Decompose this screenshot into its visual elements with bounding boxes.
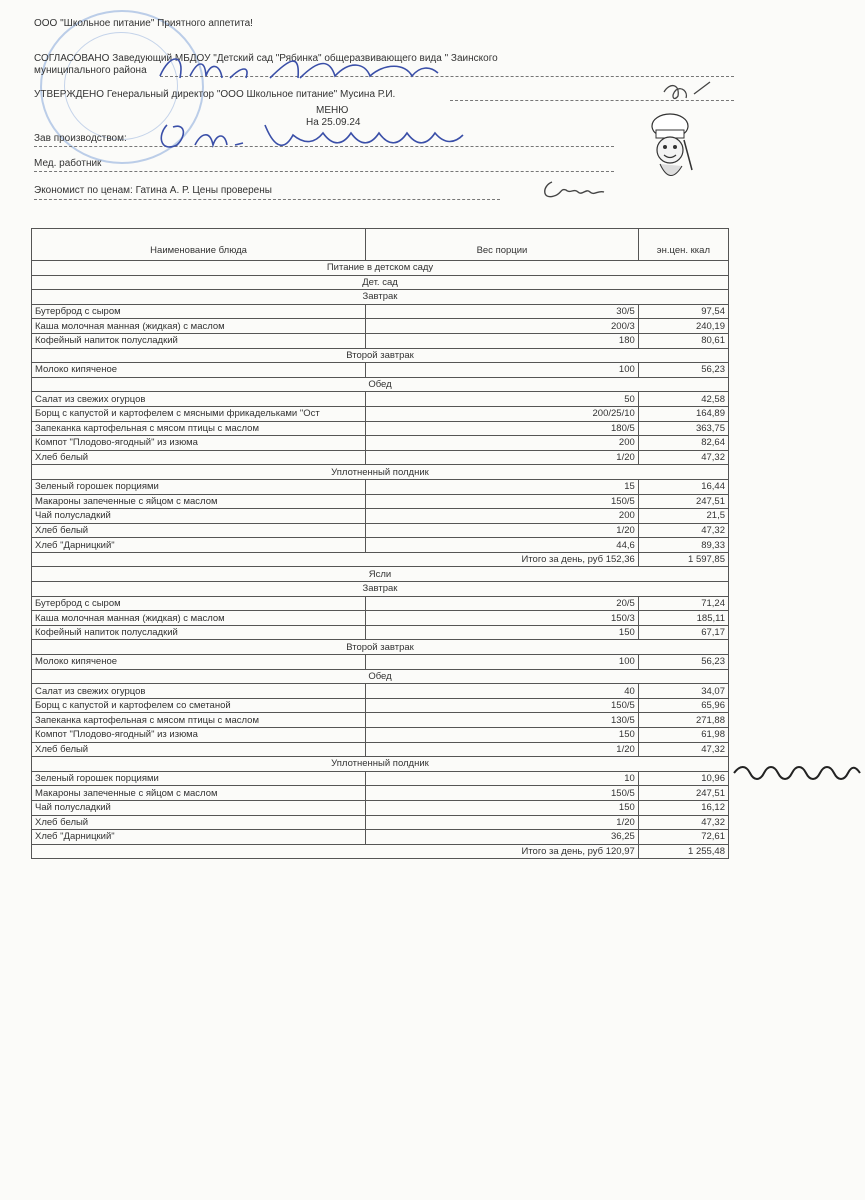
table-row xyxy=(32,479,729,494)
portion-weight: 150 xyxy=(366,625,639,640)
portion-weight: 200 xyxy=(366,436,639,451)
portion-weight: 40 xyxy=(366,684,639,699)
dish-name: Бутерброд с сыром xyxy=(32,304,366,319)
portion-weight: 1/20 xyxy=(366,450,639,465)
section-row xyxy=(32,640,729,655)
kcal-value: 89,33 xyxy=(638,538,728,553)
kcal-value: 185,11 xyxy=(638,611,728,626)
dish-name: Хлеб белый xyxy=(32,523,366,538)
section-row xyxy=(32,567,729,582)
kcal-value: 16,12 xyxy=(638,800,728,815)
table-row xyxy=(32,684,729,699)
kcal-value: 61,98 xyxy=(638,728,728,743)
kcal-value: 47,32 xyxy=(638,742,728,757)
portion-weight: 100 xyxy=(366,363,639,378)
kcal-value: 80,61 xyxy=(638,333,728,348)
kcal-value: 47,32 xyxy=(638,450,728,465)
portion-weight: 1/20 xyxy=(366,742,639,757)
table-row xyxy=(32,698,729,713)
dish-name: Хлеб "Дарницкий" xyxy=(32,538,366,553)
portion-weight: 36,25 xyxy=(366,830,639,845)
table-row xyxy=(32,713,729,728)
table-row xyxy=(32,494,729,509)
company-line: ООО "Школьное питание" Приятного аппетита! xyxy=(34,18,253,29)
dish-name: Салат из свежих огурцов xyxy=(32,392,366,407)
portion-weight: 130/5 xyxy=(366,713,639,728)
table-row xyxy=(32,421,729,436)
portion-weight: 150/3 xyxy=(366,611,639,626)
dish-name: Молоко кипяченое xyxy=(32,363,366,378)
dish-name: Хлеб белый xyxy=(32,742,366,757)
portion-weight: 200/3 xyxy=(366,319,639,334)
portion-weight: 150/5 xyxy=(366,698,639,713)
portion-weight: 180/5 xyxy=(366,421,639,436)
total-row xyxy=(32,552,729,567)
kcal-value: 16,44 xyxy=(638,479,728,494)
dish-name: Салат из свежих огурцов xyxy=(32,684,366,699)
portion-weight: 10 xyxy=(366,771,639,786)
dish-name: Борщ с капустой и картофелем со сметаной xyxy=(32,698,366,713)
dish-name: Зеленый горошек порциями xyxy=(32,479,366,494)
table-row xyxy=(32,450,729,465)
total-row xyxy=(32,844,729,859)
table-row xyxy=(32,304,729,319)
table-row xyxy=(32,815,729,830)
dish-name: Компот "Плодово-ягодный" из изюма xyxy=(32,436,366,451)
section-row xyxy=(32,377,729,392)
kcal-value: 247,51 xyxy=(638,494,728,509)
dish-name: Хлеб "Дарницкий" xyxy=(32,830,366,845)
daily-total-label: Итого за день, руб 120,97 xyxy=(32,844,639,859)
daily-total-kcal: 1 597,85 xyxy=(638,552,728,567)
dish-name: Чай полусладкий xyxy=(32,800,366,815)
column-header-dish: Наименование блюда xyxy=(32,229,366,261)
dish-name: Каша молочная манная (жидкая) с маслом xyxy=(32,319,366,334)
kcal-value: 21,5 xyxy=(638,509,728,524)
dish-name: Хлеб белый xyxy=(32,450,366,465)
section-row xyxy=(32,757,729,772)
portion-weight: 1/20 xyxy=(366,523,639,538)
section-row xyxy=(32,290,729,305)
dish-name: Кофейный напиток полусладкий xyxy=(32,625,366,640)
column-header-kcal: эн.цен. ккал xyxy=(638,229,728,261)
dish-name: Зеленый горошек порциями xyxy=(32,771,366,786)
section-label: Ясли xyxy=(32,567,729,582)
portion-weight: 1/20 xyxy=(366,815,639,830)
section-label: Второй завтрак xyxy=(32,640,729,655)
dish-name: Макароны запеченные с яйцом с маслом xyxy=(32,494,366,509)
section-label: Обед xyxy=(32,669,729,684)
kcal-value: 72,61 xyxy=(638,830,728,845)
portion-weight: 200/25/10 xyxy=(366,406,639,421)
director-signature xyxy=(660,78,720,106)
table-row xyxy=(32,611,729,626)
table-row xyxy=(32,319,729,334)
menu-date: На 25.09.24 xyxy=(306,117,361,128)
table-row xyxy=(32,406,729,421)
section-row xyxy=(32,582,729,597)
portion-weight: 50 xyxy=(366,392,639,407)
daily-total-label: Итого за день, руб 152,36 xyxy=(32,552,639,567)
table-row xyxy=(32,333,729,348)
section-label: Обед xyxy=(32,377,729,392)
portion-weight: 20/5 xyxy=(366,596,639,611)
kcal-value: 240,19 xyxy=(638,319,728,334)
section-row xyxy=(32,465,729,480)
table-row xyxy=(32,742,729,757)
table-row xyxy=(32,538,729,553)
kcal-value: 82,64 xyxy=(638,436,728,451)
portion-weight: 150 xyxy=(366,800,639,815)
section-label: Уплотненный полдник xyxy=(32,465,729,480)
medic-label: Мед. работник xyxy=(34,158,102,169)
section-label: Завтрак xyxy=(32,582,729,597)
dish-name: Каша молочная манная (жидкая) с маслом xyxy=(32,611,366,626)
portion-weight: 200 xyxy=(366,509,639,524)
table-row xyxy=(32,625,729,640)
kcal-value: 71,24 xyxy=(638,596,728,611)
menu-table-body xyxy=(32,261,729,859)
menu-title: МЕНЮ xyxy=(316,105,349,116)
column-header-weight: Вес порции xyxy=(366,229,639,261)
kcal-value: 65,96 xyxy=(638,698,728,713)
section-row xyxy=(32,348,729,363)
table-row xyxy=(32,830,729,845)
section-label: Второй завтрак xyxy=(32,348,729,363)
portion-weight: 150/5 xyxy=(366,494,639,509)
dish-name: Молоко кипяченое xyxy=(32,655,366,670)
dish-name: Бутерброд с сыром xyxy=(32,596,366,611)
table-row xyxy=(32,392,729,407)
portion-weight: 15 xyxy=(366,479,639,494)
table-row xyxy=(32,655,729,670)
kcal-value: 47,32 xyxy=(638,815,728,830)
portion-weight: 150/5 xyxy=(366,786,639,801)
kcal-value: 67,17 xyxy=(638,625,728,640)
dish-name: Кофейный напиток полусладкий xyxy=(32,333,366,348)
dish-name: Чай полусладкий xyxy=(32,509,366,524)
dish-name: Борщ с капустой и картофелем с мясными фрикадельками "Ост xyxy=(32,406,366,421)
table-row xyxy=(32,786,729,801)
section-label: Завтрак xyxy=(32,290,729,305)
portion-weight: 30/5 xyxy=(366,304,639,319)
daily-total-kcal: 1 255,48 xyxy=(638,844,728,859)
approved-line: УТВЕРЖДЕНО Генеральный директор "ООО Школьное питание" Мусина Р.И. xyxy=(34,89,396,100)
portion-weight: 150 xyxy=(366,728,639,743)
portion-weight: 180 xyxy=(366,333,639,348)
table-header-row xyxy=(32,229,729,261)
section-label: Питание в детском саду xyxy=(32,261,729,276)
kcal-value: 363,75 xyxy=(638,421,728,436)
table-row xyxy=(32,436,729,451)
kcal-value: 56,23 xyxy=(638,655,728,670)
dish-name: Хлеб белый xyxy=(32,815,366,830)
table-row xyxy=(32,771,729,786)
menu-table xyxy=(31,228,729,859)
scan-artifact xyxy=(732,763,862,783)
chef-mascot-icon xyxy=(640,110,700,188)
section-row xyxy=(32,261,729,276)
table-row xyxy=(32,523,729,538)
kcal-value: 164,89 xyxy=(638,406,728,421)
kcal-value: 10,96 xyxy=(638,771,728,786)
table-row xyxy=(32,800,729,815)
table-row xyxy=(32,509,729,524)
section-row xyxy=(32,275,729,290)
section-row xyxy=(32,669,729,684)
kcal-value: 56,23 xyxy=(638,363,728,378)
production-signature xyxy=(155,115,475,160)
kcal-value: 247,51 xyxy=(638,786,728,801)
kcal-value: 47,32 xyxy=(638,523,728,538)
kcal-value: 42,58 xyxy=(638,392,728,407)
agreed-line: СОГЛАСОВАНО Заведующий МБДОУ "Детский сад "Рябинка" общеразвивающего вида " Заинского xyxy=(34,53,498,64)
kcal-value: 97,54 xyxy=(638,304,728,319)
dish-name: Запеканка картофельная с мясом птицы с маслом xyxy=(32,421,366,436)
portion-weight: 100 xyxy=(366,655,639,670)
head-of-production-label: Зав производством: xyxy=(34,133,127,144)
dish-name: Макароны запеченные с яйцом с маслом xyxy=(32,786,366,801)
dish-name: Запеканка картофельная с мясом птицы с маслом xyxy=(32,713,366,728)
economist-line: Экономист по ценам: Гатина А. Р. Цены проверены xyxy=(34,185,272,196)
section-label: Уплотненный полдник xyxy=(32,757,729,772)
agreed-line-2: муниципального района xyxy=(34,65,147,76)
kcal-value: 34,07 xyxy=(638,684,728,699)
table-row xyxy=(32,363,729,378)
head-signature xyxy=(150,48,450,90)
table-row xyxy=(32,728,729,743)
section-label: Дет. сад xyxy=(32,275,729,290)
economist-signature xyxy=(540,178,610,204)
kcal-value: 271,88 xyxy=(638,713,728,728)
dish-name: Компот "Плодово-ягодный" из изюма xyxy=(32,728,366,743)
table-row xyxy=(32,596,729,611)
portion-weight: 44,6 xyxy=(366,538,639,553)
